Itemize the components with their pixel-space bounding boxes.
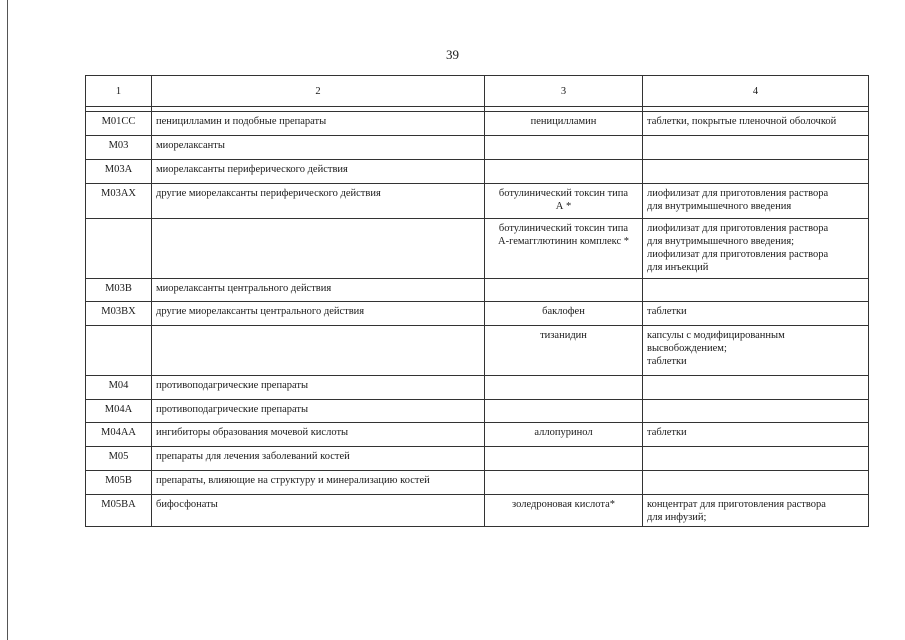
drug-name (485, 400, 643, 423)
atc-group: другие миорелаксанты центрального действия (152, 302, 485, 326)
header-cell-3: 3 (485, 76, 643, 107)
drug-name (485, 136, 643, 160)
atc-code: M03 (86, 136, 152, 160)
drug-name: пеницилламин (485, 112, 643, 136)
atc-group: бифосфонаты (152, 495, 485, 527)
atc-code: M05B (86, 471, 152, 495)
drug-name: тизанидин (485, 326, 643, 376)
drug-name: ботулинический токсин типа А-гемагглютинин комплекс * (485, 219, 643, 279)
dosage-form (643, 376, 869, 400)
drug-name (485, 376, 643, 400)
dosage-form (643, 447, 869, 471)
drug-name: аллопуринол (485, 423, 643, 447)
table-row (86, 136, 869, 160)
atc-code (86, 219, 152, 279)
drug-table (85, 75, 869, 527)
table-row (86, 160, 869, 184)
atc-group: ингибиторы образования мочевой кислоты (152, 423, 485, 447)
drug-name (485, 160, 643, 184)
table-row (86, 219, 869, 279)
atc-group: миорелаксанты центрального действия (152, 279, 485, 302)
atc-code: M04A (86, 400, 152, 423)
drug-name: баклофен (485, 302, 643, 326)
dosage-form: лиофилизат для приготовления раствора для внутримышечного введения (643, 184, 869, 219)
dosage-form: таблетки (643, 302, 869, 326)
drug-name (485, 471, 643, 495)
atc-group: препараты для лечения заболеваний костей (152, 447, 485, 471)
table-row (86, 471, 869, 495)
atc-code: M01CC (86, 112, 152, 136)
dosage-form: лиофилизат для приготовления раствора для внутримышечного введения; лиофилизат для приготовления раствора для инъекций (643, 219, 869, 279)
table-row (86, 112, 869, 136)
atc-group: миорелаксанты периферического действия (152, 160, 485, 184)
table-row (86, 495, 869, 527)
atc-code: M03A (86, 160, 152, 184)
header-cell-2: 2 (152, 76, 485, 107)
page-left-edge (7, 0, 8, 640)
atc-code: M04AA (86, 423, 152, 447)
table-row (86, 302, 869, 326)
atc-code: M04 (86, 376, 152, 400)
atc-group: препараты, влияющие на структуру и минерализацию костей (152, 471, 485, 495)
drug-name: золедроновая кислота* (485, 495, 643, 527)
atc-code: M03AX (86, 184, 152, 219)
header-cell-4: 4 (643, 76, 869, 107)
atc-group: противоподагрические препараты (152, 400, 485, 423)
table-row (86, 423, 869, 447)
drug-name: ботулинический токсин типа А * (485, 184, 643, 219)
page-number: 39 (446, 47, 459, 62)
dosage-form (643, 160, 869, 184)
dosage-form: концентрат для приготовления раствора для инфузий; (643, 495, 869, 527)
table-row (86, 400, 869, 423)
atc-code: M03BX (86, 302, 152, 326)
drug-name (485, 279, 643, 302)
table-header-row (86, 76, 869, 107)
atc-group: противоподагрические препараты (152, 376, 485, 400)
table-row (86, 447, 869, 471)
dosage-form: таблетки, покрытые пленочной оболочкой (643, 112, 869, 136)
atc-code: M05BA (86, 495, 152, 527)
atc-code (86, 326, 152, 376)
atc-code: M05 (86, 447, 152, 471)
table-row (86, 326, 869, 376)
dosage-form: таблетки (643, 423, 869, 447)
table-row (86, 184, 869, 219)
atc-group (152, 326, 485, 376)
drug-name (485, 447, 643, 471)
atc-code: M03B (86, 279, 152, 302)
table-row (86, 376, 869, 400)
atc-group: миорелаксанты (152, 136, 485, 160)
atc-group: другие миорелаксанты периферического действия (152, 184, 485, 219)
atc-group: пеницилламин и подобные препараты (152, 112, 485, 136)
table-row (86, 279, 869, 302)
dosage-form (643, 471, 869, 495)
header-cell-1: 1 (86, 76, 152, 107)
atc-group (152, 219, 485, 279)
dosage-form (643, 136, 869, 160)
dosage-form (643, 400, 869, 423)
dosage-form (643, 279, 869, 302)
dosage-form: капсулы с модифицированным высвобождением; таблетки (643, 326, 869, 376)
